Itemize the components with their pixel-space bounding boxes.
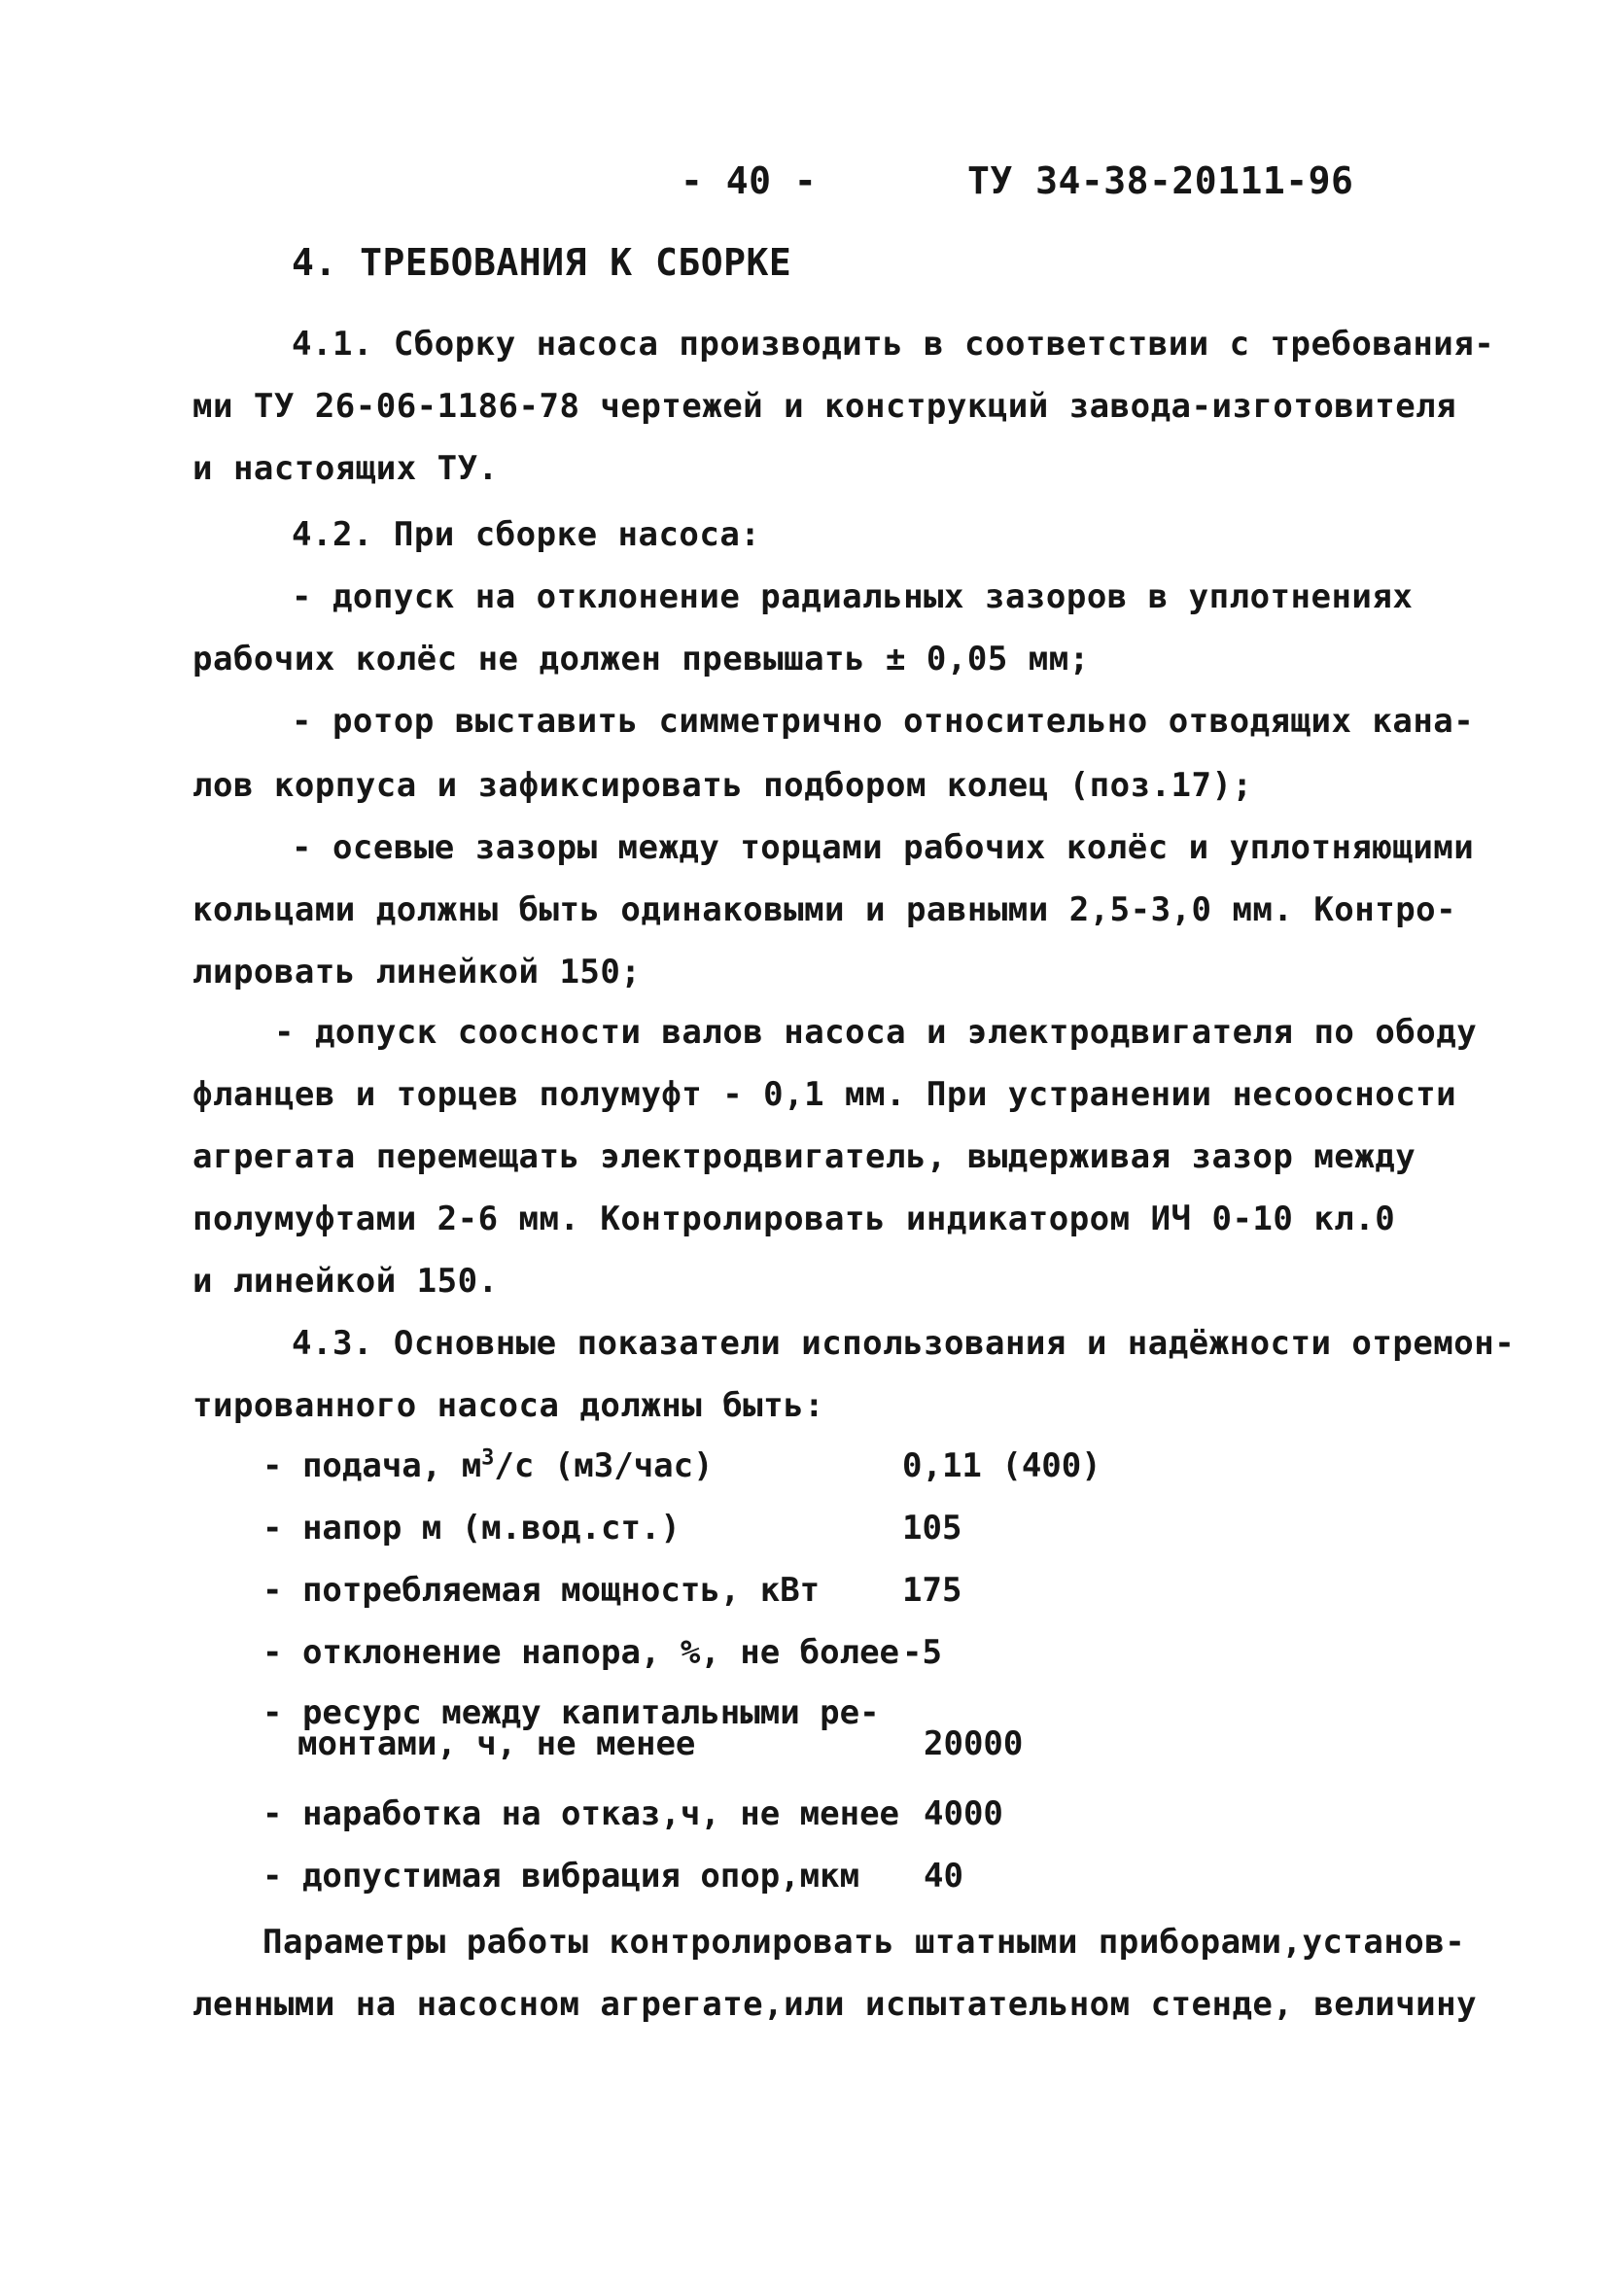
paragraph-4-2-item-3-line-3: лировать линейкой 150;: [192, 953, 642, 991]
param-value: 175: [902, 1571, 962, 1610]
param-label: - отклонение напора, %, не более: [262, 1633, 900, 1672]
paragraph-4-1-line-1: 4.1. Сборку насоса производить в соответствии с требования-: [292, 325, 1495, 364]
section-title: 4. ТРЕБОВАНИЯ К СБОРКЕ: [292, 241, 792, 284]
paragraph-4-2-item-4-line-3: агрегата перемещать электродвигатель, выдерживая зазор между: [192, 1137, 1416, 1176]
document-code: ТУ 34-38-20111-96: [967, 159, 1354, 202]
param-label: - потребляемая мощность, кВт: [262, 1571, 821, 1610]
paragraph-4-1-line-2: ми ТУ 26-06-1186-78 чертежей и конструкций завода-изготовителя: [192, 387, 1457, 426]
paragraph-4-2-item-2-line-2: лов корпуса и зафиксировать подбором колец (поз.17);: [192, 766, 1253, 805]
param-value: -5: [902, 1633, 942, 1672]
page-number: - 40 -: [681, 159, 818, 202]
param-label: - наработка на отказ,ч, не менее: [262, 1794, 900, 1833]
closing-line-1: Параметры работы контролировать штатными приборами,установ-: [262, 1923, 1466, 1962]
paragraph-4-2-item-3-line-2: кольцами должны быть одинаковыми и равными 2,5-3,0 мм. Контро-: [192, 890, 1457, 929]
param-label: - напор м (м.вод.ст.): [262, 1509, 681, 1548]
param-value: 0,11 (400): [902, 1446, 1101, 1485]
paragraph-4-2-item-4-line-1: - допуск соосности валов насоса и электродвигателя по ободу: [274, 1013, 1478, 1052]
paragraph-4-2-item-4-line-2: фланцев и торцев полумуфт - 0,1 мм. При устранении несоосности: [192, 1075, 1457, 1114]
param-value: 20000: [924, 1724, 1024, 1763]
paragraph-4-2-item-1-line-2: рабочих колёс не должен превышать ± 0,05 мм;: [192, 640, 1090, 678]
paragraph-4-2-item-4-line-4: полумуфтами 2-6 мм. Контролировать индикатором ИЧ 0-10 кл.0: [192, 1200, 1396, 1238]
paragraph-4-2-item-3-line-1: - осевые зазоры между торцами рабочих колёс и уплотняющими: [292, 828, 1475, 867]
paragraph-4-2-intro: 4.2. При сборке насоса:: [292, 515, 761, 554]
paragraph-4-3-line-2: тированного насоса должны быть:: [192, 1386, 825, 1425]
param-label: - допустимая вибрация опор,мкм: [262, 1857, 860, 1896]
closing-line-2: ленными на насосном агрегате,или испытательном стенде, величину: [192, 1985, 1478, 2024]
paragraph-4-2-item-1-line-1: - допуск на отклонение радиальных зазоров в уплотнениях: [292, 577, 1414, 616]
param-value: 4000: [924, 1794, 1003, 1833]
paragraph-4-3-line-1: 4.3. Основные показатели использования и надёжности отремон-: [292, 1324, 1516, 1363]
paragraph-4-2-item-4-line-5: и линейкой 150.: [192, 1262, 499, 1301]
paragraph-4-1-line-3: и настоящих ТУ.: [192, 449, 499, 488]
param-value: 105: [902, 1509, 962, 1548]
param-value: 40: [924, 1857, 963, 1896]
param-label: - подача, $м^3/с$ (м3/час): [262, 1445, 714, 1485]
param-label: - ресурс между капитальными ре-: [262, 1693, 880, 1732]
param-label-continuation: монтами, ч, не менее: [297, 1724, 696, 1763]
paragraph-4-2-item-2-line-1: - ротор выставить симметрично относительно отводящих кана-: [292, 702, 1475, 741]
